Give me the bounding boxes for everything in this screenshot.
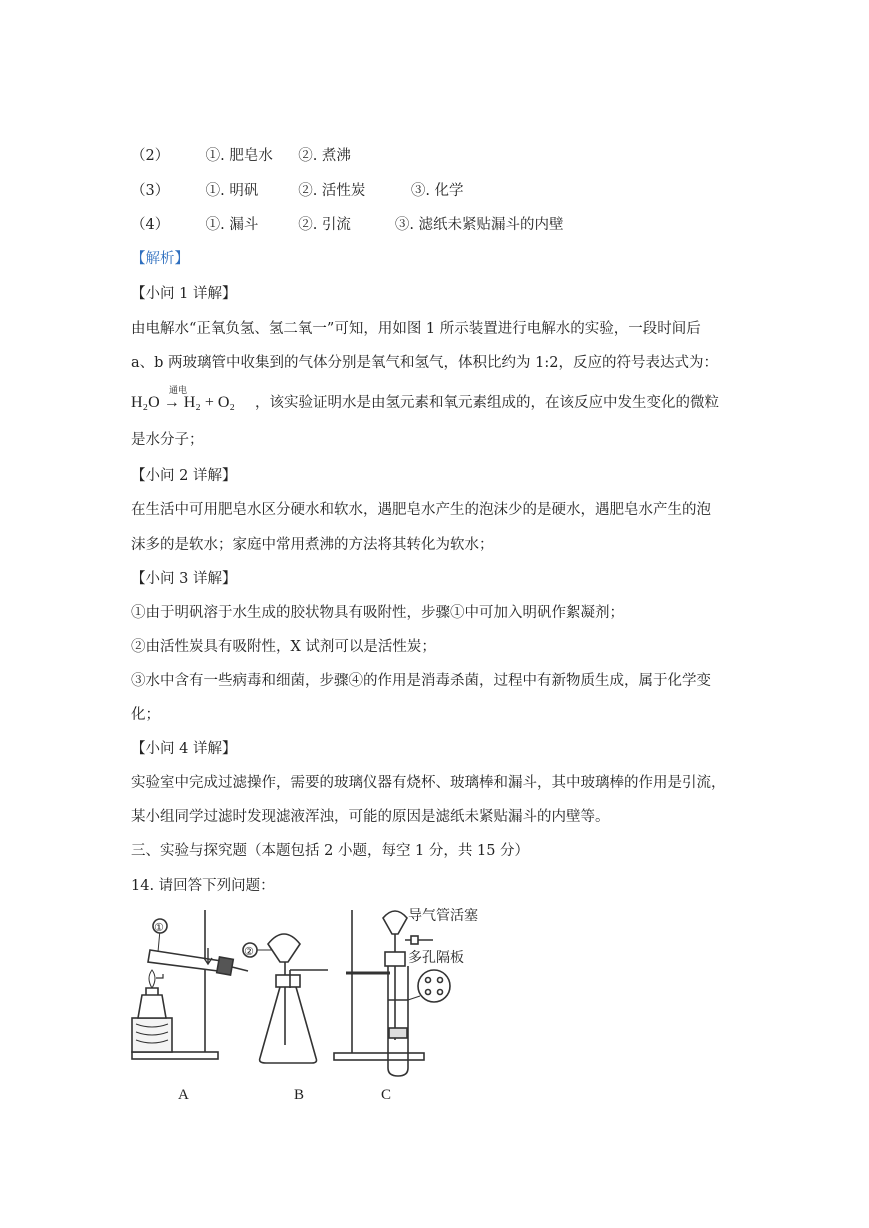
reaction-formula [131, 386, 255, 413]
q1-heading: 【小问 1 详解】 [131, 286, 237, 302]
q2-line2: 沫多的是软水；家庭中常用煮沸的方法将其转化为软水； [131, 537, 494, 553]
label-b: B [294, 1087, 305, 1103]
q3-line4: 化； [131, 707, 160, 723]
answer-item: ③. 化学 [410, 183, 464, 199]
q3-line2: ②由活性炭具有吸附性，X 试剂可以是活性炭； [131, 639, 436, 655]
question-14: 14. 请回答下列问题： [131, 878, 275, 894]
answer-num: （3） [131, 183, 170, 199]
q3-heading: 【小问 3 详解】 [131, 571, 237, 587]
answer-item: ②. 引流 [298, 217, 351, 233]
formula-text: H₂O → H₂ + O₂ [131, 394, 235, 411]
q4-line1: 实验室中完成过滤操作，需要的玻璃仪器有烧杯、玻璃棒和漏斗，其中玻璃棒的作用是引流， [131, 775, 726, 791]
answer-item: ②. 活性炭 [298, 183, 366, 199]
q2-line1: 在生活中可用肥皂水区分硬水和软水，遇肥皂水产生的泡沫少的是硬水，遇肥皂水产生的泡 [131, 502, 711, 518]
answer-item: ①. 肥皂水 [205, 148, 273, 164]
q2-heading: 【小问 2 详解】 [131, 468, 237, 484]
q1-line1: 由电解水“正氧负氢、氢二氧一”可知，用如图 1 所示装置进行电解水的实验，一段时间后 [131, 321, 701, 337]
apparatus-a [132, 910, 248, 1059]
answer-num: （2） [131, 148, 170, 164]
label-circled-1: ① [154, 921, 164, 934]
answer-row-2 [131, 146, 351, 166]
analysis-title: 【解析】 [131, 251, 189, 267]
label-a: A [178, 1087, 189, 1103]
label-circled-2: ② [244, 945, 254, 958]
label-c: C [381, 1087, 392, 1103]
q1-formula-line [131, 386, 719, 413]
formula-condition: 通电 [169, 386, 188, 396]
q4-line2: 某小组同学过滤时发现滤液浑浊，可能的原因是滤纸未紧贴漏斗的内壁等。 [131, 809, 610, 825]
q3-line3: ③水中含有一些病毒和细菌，步骤④的作用是消毒杀菌，过程中有新物质生成，属于化学变 [131, 673, 711, 689]
q1-line3: ，该实验证明水是由氢元素和氧元素组成的，在该反应中发生变化的微粒 [255, 395, 719, 411]
apparatus-drawing [128, 900, 488, 1110]
label-valve: 导气管活塞 [408, 908, 478, 924]
label-plate: 多孔隔板 [408, 950, 464, 966]
answer-num: （4） [131, 217, 170, 233]
apparatus-figure [128, 900, 488, 1110]
answer-item: ①. 漏斗 [205, 217, 259, 233]
q1-line2: a、b 两玻璃管中收集到的气体分别是氧气和氢气，体积比约为 1:2，反应的符号表达式为： [131, 355, 718, 371]
q1-line4: 是水分子； [131, 432, 204, 448]
apparatus-b [243, 934, 328, 1063]
answer-row-4 [131, 215, 564, 235]
answer-item: ③. 滤纸未紧贴漏斗的内壁 [394, 217, 564, 233]
answer-item: ①. 明矾 [205, 183, 259, 199]
apparatus-c [334, 910, 450, 1076]
answer-item: ②. 煮沸 [298, 148, 351, 164]
q4-heading: 【小问 4 详解】 [131, 741, 237, 757]
q3-line1: ①由于明矾溶于水生成的胶状物具有吸附性，步骤①中可加入明矾作絮凝剂； [131, 605, 624, 621]
section-3-heading: 三、实验与探究题（本题包括 2 小题，每空 1 分，共 15 分） [131, 843, 530, 859]
answer-row-3 [131, 181, 464, 201]
